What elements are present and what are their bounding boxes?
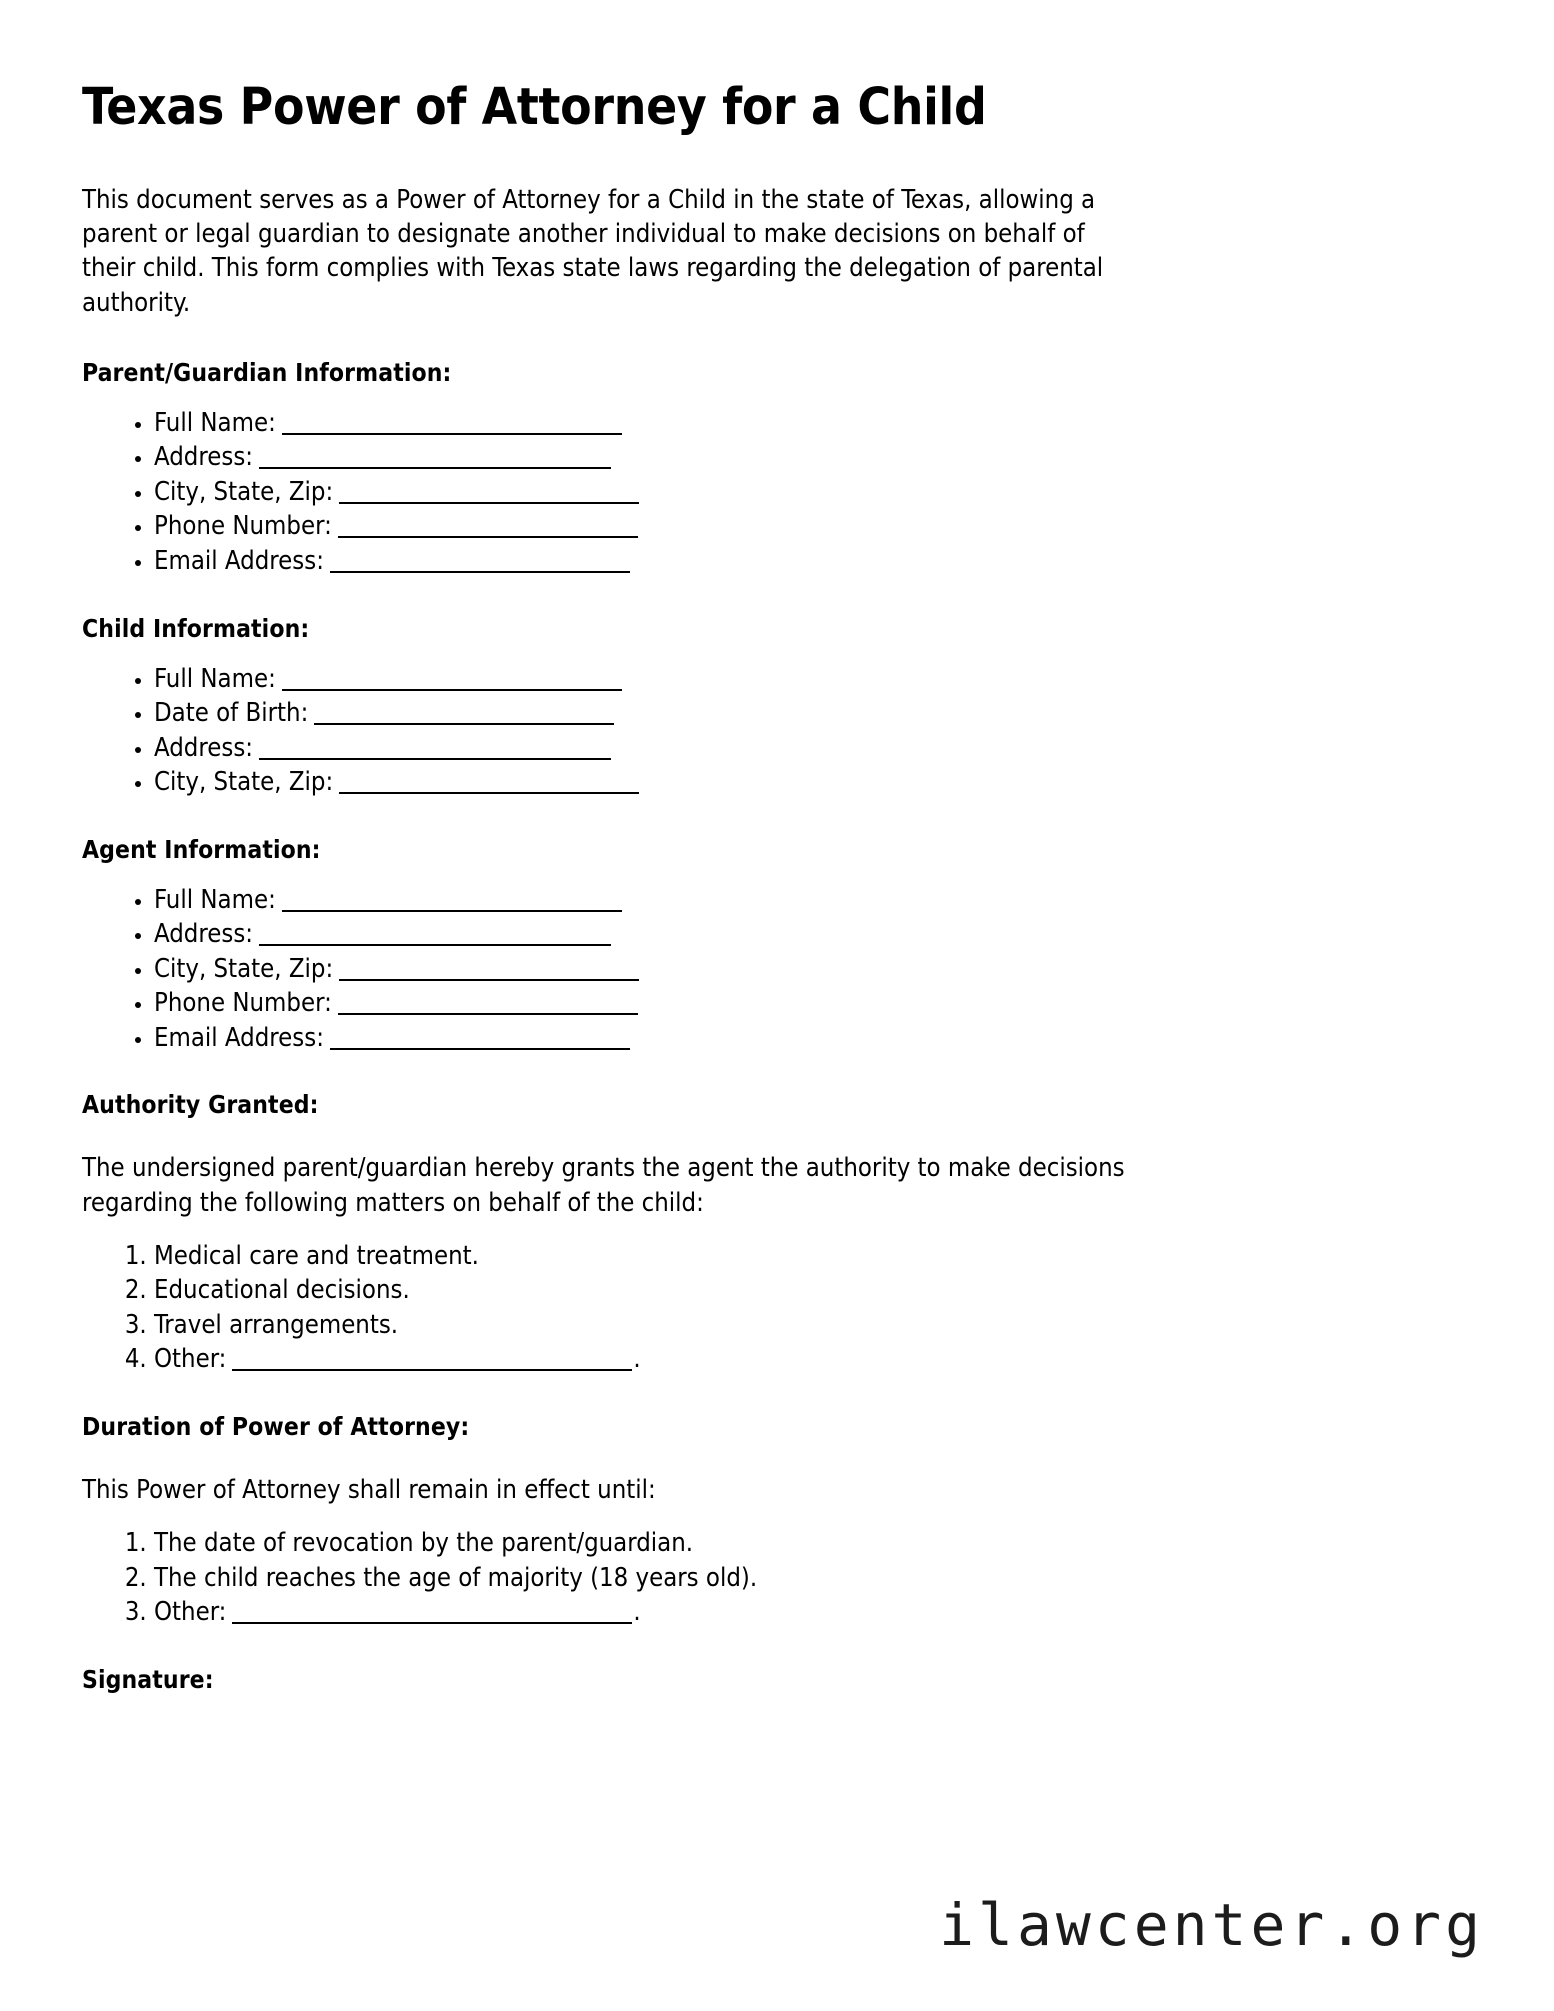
field-label: Address: — [154, 919, 253, 950]
agent-field-list — [82, 886, 1474, 1053]
footer-watermark: ilawcenter.org — [939, 1891, 1484, 1959]
list-item: 1. Medical care and treatment. — [154, 1242, 1474, 1271]
field-label: Email Address: — [154, 1022, 324, 1053]
field-label: Full Name: — [154, 884, 276, 915]
list-item — [154, 547, 1474, 576]
field-label: City, State, Zip: — [154, 953, 334, 984]
page-title: Texas Power of Attorney for a Child — [82, 78, 987, 137]
list-item — [154, 768, 1474, 797]
list-item — [154, 699, 1474, 728]
field-blank-agent-full-name[interactable] — [282, 890, 622, 912]
list-item: 2. The child reaches the age of majority (18 years old). — [154, 1564, 1474, 1593]
list-item — [154, 1345, 1474, 1374]
duration-paragraph: This Power of Attorney shall remain in effect until: — [82, 1474, 656, 1505]
field-label: City, State, Zip: — [154, 767, 334, 798]
authority-granted-list — [82, 1242, 1474, 1374]
field-label: Address: — [154, 442, 253, 473]
list-item — [154, 989, 1474, 1018]
list-item — [154, 409, 1474, 438]
field-label: Phone Number: — [154, 511, 332, 542]
field-label: Full Name: — [154, 663, 276, 694]
child-field-list — [82, 665, 1474, 797]
list-item — [154, 955, 1474, 984]
field-blank-authority-other[interactable] — [232, 1349, 632, 1371]
list-item — [154, 478, 1474, 507]
item-label: Other: — [154, 1597, 227, 1628]
field-blank-agent-address[interactable] — [259, 924, 611, 946]
field-label: Full Name: — [154, 407, 276, 438]
field-label: Date of Birth: — [154, 698, 309, 729]
field-label: Email Address: — [154, 545, 324, 576]
list-item: 1. The date of revocation by the parent/guardian. — [154, 1529, 1474, 1558]
section-heading-parent-guardian: Parent/Guardian Information: — [82, 357, 452, 387]
section-heading-duration: Duration of Power of Attorney: — [82, 1411, 470, 1441]
field-blank-address[interactable] — [259, 447, 611, 469]
list-item — [154, 512, 1474, 541]
list-item — [154, 665, 1474, 694]
list-item: 3. Travel arrangements. — [154, 1311, 1474, 1340]
duration-list — [82, 1529, 1474, 1627]
authority-granted-paragraph: The undersigned parent/guardian hereby grants the agent the authority to make decisions regarding the following matters on behalf of the child: — [82, 1153, 1125, 1218]
intro-paragraph: This document serves as a Power of Attorney for a Child in the state of Texas, allowing a parent or legal guardian to designate another individual to make decisions on behalf of their child. This form complies with Texas state laws regarding the delegation of parental authority. — [82, 185, 1104, 318]
field-blank-email-address[interactable] — [330, 551, 630, 573]
list-item — [154, 734, 1474, 763]
section-heading-agent: Agent Information: — [82, 834, 321, 864]
section-heading-authority-granted: Authority Granted: — [82, 1090, 319, 1120]
list-item: 2. Educational decisions. — [154, 1276, 1474, 1305]
field-blank-full-name[interactable] — [282, 413, 622, 435]
field-blank-agent-city-state-zip[interactable] — [339, 959, 639, 981]
field-blank-child-date-of-birth[interactable] — [314, 703, 614, 725]
field-blank-child-address[interactable] — [259, 738, 611, 760]
field-label: Address: — [154, 732, 253, 763]
list-item — [154, 886, 1474, 915]
section-heading-child: Child Information: — [82, 613, 310, 643]
field-blank-agent-email-address[interactable] — [330, 1028, 630, 1050]
list-item — [154, 920, 1474, 949]
list-item — [154, 1598, 1474, 1627]
field-blank-child-full-name[interactable] — [282, 669, 622, 691]
list-item — [154, 443, 1474, 472]
field-blank-city-state-zip[interactable] — [339, 482, 639, 504]
field-label: City, State, Zip: — [154, 476, 334, 507]
list-item — [154, 1024, 1474, 1053]
field-label: Phone Number: — [154, 988, 332, 1019]
item-label: Other: — [154, 1344, 227, 1375]
item-suffix: . — [633, 1344, 641, 1375]
field-blank-agent-phone-number[interactable] — [338, 993, 638, 1015]
field-blank-phone-number[interactable] — [338, 516, 638, 538]
item-suffix: . — [633, 1597, 641, 1628]
field-blank-duration-other[interactable] — [232, 1602, 632, 1624]
field-blank-child-city-state-zip[interactable] — [339, 772, 639, 794]
section-heading-signature: Signature: — [82, 1664, 214, 1694]
parent-guardian-field-list — [82, 409, 1474, 576]
